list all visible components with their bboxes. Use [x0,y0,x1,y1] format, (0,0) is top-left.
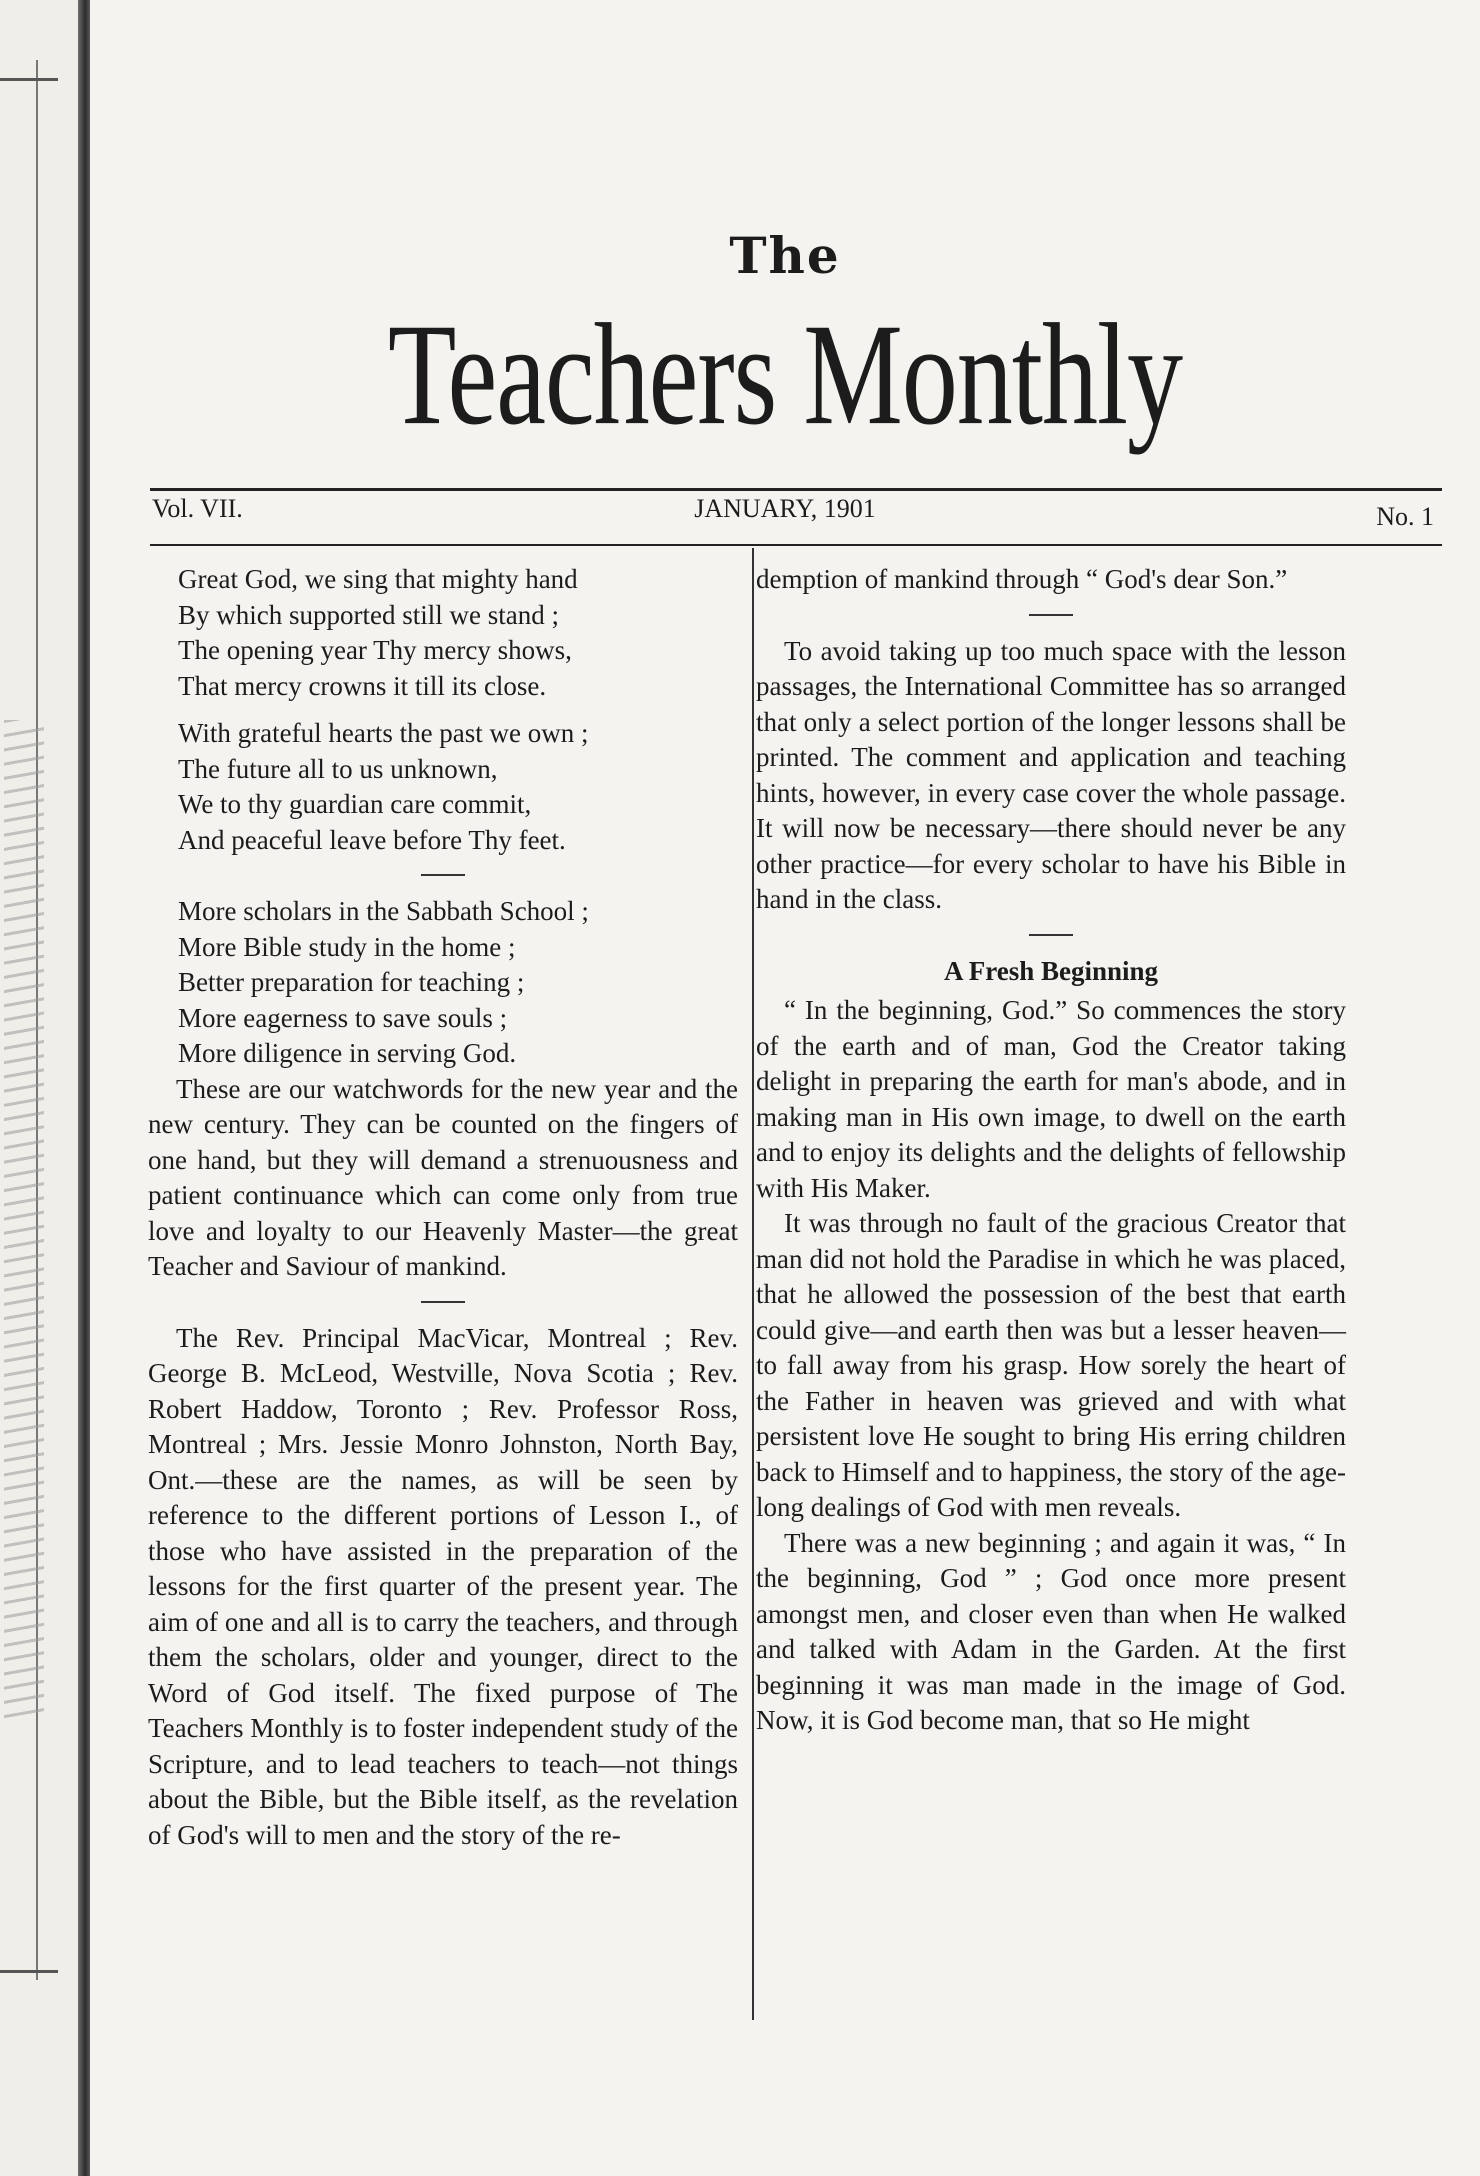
lesson-paragraph: To avoid taking up too much space with the lesson passages, the International Committee has so arranged that only a select portion of the longer lessons shall be printed. The comment and application and teaching hints, however, in every case cover the whole passage. It will now be necessary—there should never be any other practice—for every scholar to have his Bible in hand in the class. [756,635,1346,914]
masthead-the: The [729,226,841,285]
watchword: More eagerness to save souls ; [178,1002,508,1033]
verse-line: With grateful hearts the past we own ; [178,718,589,748]
left-margin [0,0,90,2176]
hymn-stanza-2 [148,716,738,858]
watchword: More Bible study in the home ; [178,931,516,962]
column-divider [752,548,754,2020]
verse-line: That mercy crowns it till its close. [178,670,547,701]
hymn-stanza-1 [148,562,738,704]
section-dash [421,1301,465,1303]
masthead-rule-top [150,488,1442,491]
verse-line: We to thy guardian care commit, [178,789,532,819]
issue-number: No. 1 [1376,502,1434,531]
left-column [148,562,738,1853]
watchword: More diligence in serving God. [178,1038,517,1068]
continuation-text: demption of mankind through “ God's dear Son.” [756,564,1288,594]
article-heading: A Fresh Beginning [943,955,1159,986]
masthead-title: Teachers Monthly [387,294,1183,456]
right-column [756,562,1346,1739]
page [90,0,1480,2176]
watchword: More scholars in the Sabbath School ; [178,896,589,926]
verse-line: And peaceful leave before Thy feet. [178,824,566,855]
article-paragraph-3: There was a new beginning ; and again it was, “ In the beginning, God ” ; God once more present amongst men, and closer even than when He walked and talked with Adam in the Garden. At the first beginning it was man made in the image of God. Now, it is God become man, that so He might [756,1527,1346,1735]
watchwords-paragraph: These are our watchwords for the new year and the new century. They can be counted on the fingers of one hand, but they will demand a strenuousness and patient continuance which can come only from true love and loyalty to our Heavenly Master—the great Teacher and Saviour of mankind. [148,1073,738,1281]
section-dash [421,874,465,876]
article-paragraph-1: “ In the beginning, God.” So commences the story of the earth and of man, God the Creator taking delight in preparing the earth for man's abode, and in making man in His own image, to dwell on the earth and to enjoy its delights and the delights of fellowship with His Maker. [756,995,1346,1203]
watchword: Better preparation for teaching ; [178,967,525,997]
issue-date: JANUARY, 1901 [694,494,876,523]
masthead-rule-bottom [150,544,1442,546]
verse-line: Great God, we sing that mighty hand [178,564,578,594]
watchwords-list [148,894,738,1072]
section-dash [1029,614,1073,616]
verse-line: The opening year Thy mercy shows, [178,635,572,665]
contributors-paragraph: The Rev. Principal MacVicar, Montreal ; Rev. George B. McLeod, Westville, Nova Scotia ; Rev. Robert Haddow, Toronto ; Rev. Professor Ross, Montreal ; Mrs. Jessie Monro Johnston, North Bay, Ont.—these are the names, as will be seen by reference to the different portions of Lesson I., of those who have assisted in the preparation of the lessons for the first quarter of the present year. The aim of one and all is to carry the teachers, and through them the scholars, older and younger, direct to the Word of God itself. The fixed purpose of The Teachers Monthly is to foster independent study of the Scripture, and to lead teachers to teach—not things about the Bible, but the Bible itself, as the revelation of God's will to men and the story of the re- [148,1322,738,1850]
verse-line: By which supported still we stand ; [178,599,559,630]
margin-tick-top [0,78,58,81]
section-dash [1029,934,1073,936]
margin-marks [4,720,44,1720]
margin-tick-bottom [0,1970,58,1973]
verse-line: The future all to us unknown, [178,753,498,784]
binding-edge [78,0,90,2176]
volume-label: Vol. VII. [152,494,243,523]
article-paragraph-2: It was through no fault of the gracious Creator that man did not hold the Paradise in which he was placed, that he allowed the possession of the best that earth could give—and earth then was but a lesser heaven—to fall away from his grasp. How sorely the heart of the Father in heaven was grieved and with what persistent love He sought to bring His erring children back to Himself and to happiness, the story of the age-long dealings of God with men reveals. [756,1208,1346,1522]
